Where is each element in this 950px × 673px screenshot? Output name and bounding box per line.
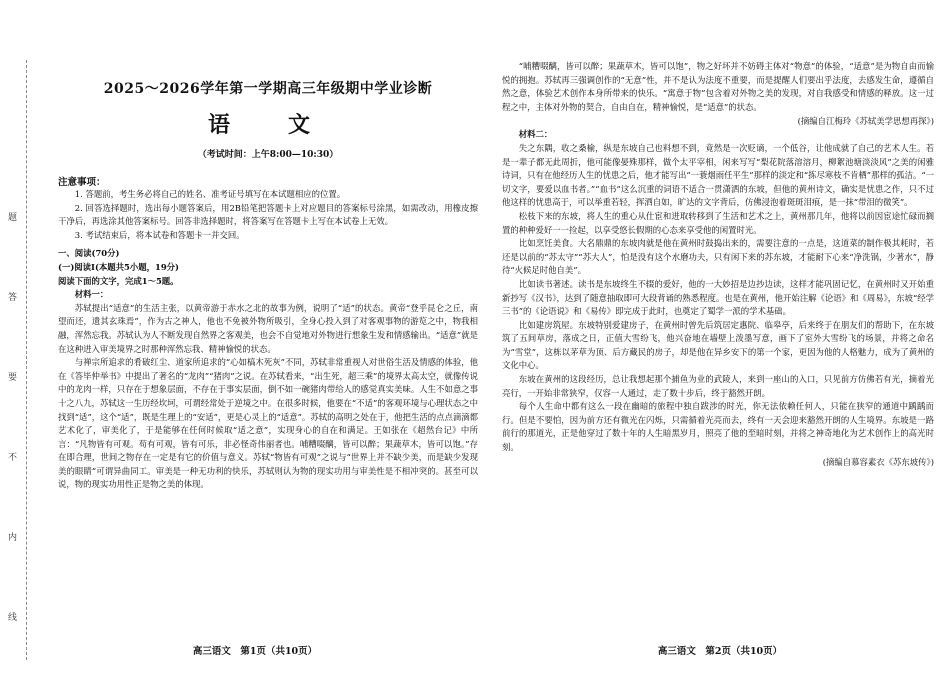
binding-line [4, 60, 27, 660]
paragraph: 苏轼提出“适意”的生活主张，以黄帝游于赤水之北的故事为例，说明了“适”的状态。黄帝“登乎昆仑之丘，南望而还，遗其玄珠焉”，作为古之神人，他也不免被外物所吸引，全身心投入到了对客观事物的游览之中，物我相融，浑然忘我。苏轼认为人不断发现自然界之客观美，也会不自觉地对外物进行想象生发和情感输出。“适意”就是在这种进入审美境界之时那种浑然忘我、精神愉悦的状态。 [58, 302, 478, 354]
page-1-content [58, 0, 478, 492]
binding-char: 答 [8, 293, 18, 303]
paragraph: 东坡在黄州的这段经历，总让我想起那个捕鱼为业的武陵人，来到一座山的入口，只见前方仿佛若有光，摘着光亮行，一开始非常狭窄，仅容一人通过，走了数十步后，终于豁然开朗。 [502, 374, 934, 398]
page-footer: 高三语文 第2页（共10页） [657, 646, 783, 657]
binding-char: 要 [8, 373, 18, 383]
paragraph: 比如读书著述。读书是东坡终生不辍的爱好，他的一大妙招是边抄边读，这样才能巩固记忆，在黄州时又开始重新抄写《汉书》，达到了随意抽取即可大段背诵的熟悉程度。也是在黄州，他开始注解《论语》和《周易》，东坡“经学三书”的《论语说》和《易传》即完成于此时，也奠定了蜀学一派的学术基础。 [502, 278, 934, 317]
notice-item: 1. 答题前，考生务必将自己的姓名、准考证号填写在本试题相应的位置。 [74, 189, 346, 199]
binding-char: 内 [8, 533, 18, 543]
paragraph: “哺糟啜醨，皆可以醉；果蔬草木，皆可以饱”，物之好坏并不妨碍主体对“物意”的体验，“适意”是为物自由而愉悦的拥抱。苏轼再三强调创作的“无意”性，并不是认为法度不重要，而是提醒人们要出乎法度，去感发生命，遵循自然之意，体验艺术创作本身所带来的快乐。“寓意于物”包含着对外物之美的发现，对自我感受和情感的释放。这一过程之中，主体对外物的契合，自由自在，精神愉悦，是“适意”的状态。 [502, 61, 934, 112]
notice-item: 3. 考试结束后，将本试卷和答题卡一并交回。 [74, 229, 245, 240]
binding-char: 题 [8, 213, 18, 223]
page-footer: 高三语文 第1页（共10页） [192, 646, 318, 657]
paragraph: 比如烹饪美食。大名鼎鼎的东坡肉就是他在黄州时鼓捣出来的，需要注意的一点是，这道菜的制作极其耗时，若还是以前的“苏太守”“苏大人”，怕是没有这个水磨功夫，只有闲下来的苏东坡，才能耐下心来“净洗锅，少著水”，静待“火候足时他自美”。 [502, 238, 934, 276]
subsection-heading: (一)阅读Ⅰ(本题共5小题，19分) [58, 261, 179, 272]
binding-char: 线 [8, 613, 18, 623]
page-2 [490, 0, 950, 673]
notice-item: 2. 回答选择题时，选出每小题答案后，用2B铅笔把答题卡上对应题目的答案标号涂黑，如需改动，用橡皮擦干净后，再选涂其他答案标号。回答非选择题时，将答案写在答题卡上写在本试卷上无效。 [58, 202, 478, 227]
paragraph: 失之东隅，收之桑榆，纵是东坡自己也料想不到，竟然是一次贬谪，一个低谷，让他成就了自己的艺术人生。若是一辈子都无此周折，他可能像晏殊那样，做个太平宰相，闲来写写“梨花院落溶溶月，柳絮池塘淡淡风”之美的闲雅诗词，只有在他经历人生的忧患之后，他才能写出“一蓑烟雨任平生”那样的淡定和“拣尽寒枝不肯栖”那样的孤洁。“一切文字，要爱以血书者。”“血书”这么沉重的词语不适合一贯潇洒的东坡，但他的黄州诗文，确实是忧患之作，只不过他这样的忧患高于，可以举重若轻，挥洒自如，旷达的文字背后，仿佛浸泡着斑斑泪痕，是一抹“带泪的微笑”。 [502, 142, 934, 208]
source-citation: (摘编自江梅玲《苏轼美学思想再探》) [797, 116, 934, 127]
subject-title: 语 文 [207, 112, 328, 138]
paragraph: 比如建房筑屋。东坡特别爱建房子，在黄州时曾先后筑居定惠院、临皋亭，后来终于在朋友们的帮助下，在东坡筑了五间草房，落成之日，正值大雪纷飞，他兴奋地在墙壁上泼墨写意，画下了室外大雪纷飞的场景，并将之命名为“雪堂”，这栋以茅草为顶、后方藏民的房子，却是他在异乡安下的第一个家，更因为他的人格魅力，成为了黄州的文化中心。 [502, 319, 934, 371]
exam-time: （考试时间：上午8:00—10:30） [197, 150, 339, 160]
paragraph: 每个人生命中都有这么一段在幽暗的旅程中独自跋涉的时光，你无法依赖任何人，只能在狭窄的通道中踽踽而行。但是不要怕，因为前方还有微光在闪烁，只需循着光亮而去，终有一天会迎来豁然开朗的人生境界。东坡是一路前行的那道光，正是他穿过了数十年的人生暗黑岁月，照亮了他的至暗时刻，并将之神奇地化为艺术创作上的高光时刻。 [502, 401, 934, 453]
binding-char: 不 [8, 453, 18, 463]
source-citation: (摘编自慕容素衣《苏东坡传》) [822, 456, 934, 467]
exam-title: 2025～2026学年第一学期高三年级期中学业诊断 [103, 81, 433, 97]
material-label: 材料二： [518, 129, 553, 140]
section-heading: 一、阅读(70分) [58, 248, 120, 259]
paragraph: 与禅宗所追求的肴破红尘、道家所追求的“心如槁木死灰”不同，苏轼非常重视人对世俗生活及情感的体验，他在《答毕仲举书》中提出了著名的“龙肉”“猪肉”之说。在苏轼看来，“出生死，超三乘”的境界太高太空，就像传说中的龙肉一样，只存在于想象层面，不存在于事实层面，倒不如一碗猪肉带给人的感觉真实美味。人生不如意之事十之八九，苏轼这一生历经坎坷，可谓经常处于逆境之中。在很多时候，他要在“不适”的客观环境与心理状态之中找到“适”，这个“适”，既是生理上的“安适”，更是心灵上的“适意”。苏轼的高明之处在于，他把生活的点点滴滴都艺术化了，审美化了，于是能够在任何时候取“适之意”，实现身心的自在和满足。王如张在《超然台记》中所言：“凡物皆有可观。苟有可观，皆有可乐，非必怪奇伟丽者也。哺糟啜醨，皆可以醉；果蔬草木，皆可以饱。”存在即合理，世间之物存在一定是有它的价值与意义。苏轼“物皆有可观”之说与“世界上并不缺少美，而是缺少发现美的眼睛”可谓异曲同工。审美是一种无功利的快乐，苏轼则认为物的现实功用与审美性是不相冲突的。甚至可以说，物的现实功用性正是物之美的体现。 [58, 357, 478, 490]
instruction: 阅读下面的文字，完成1～5题。 [58, 275, 179, 286]
material-label: 材料一： [74, 289, 109, 300]
page-2-content [502, 60, 934, 469]
notice-heading: 注意事项： [58, 177, 106, 188]
paragraph: 松枝下来的东坡，将人生的重心从仕宦和进取转移到了生活和艺术之上，黄州那几年，他将以前因宦途忙碌而搁置的种种爱好一一捡起，以享受悠长假期的心态来享受他的闲置时光。 [502, 210, 934, 235]
